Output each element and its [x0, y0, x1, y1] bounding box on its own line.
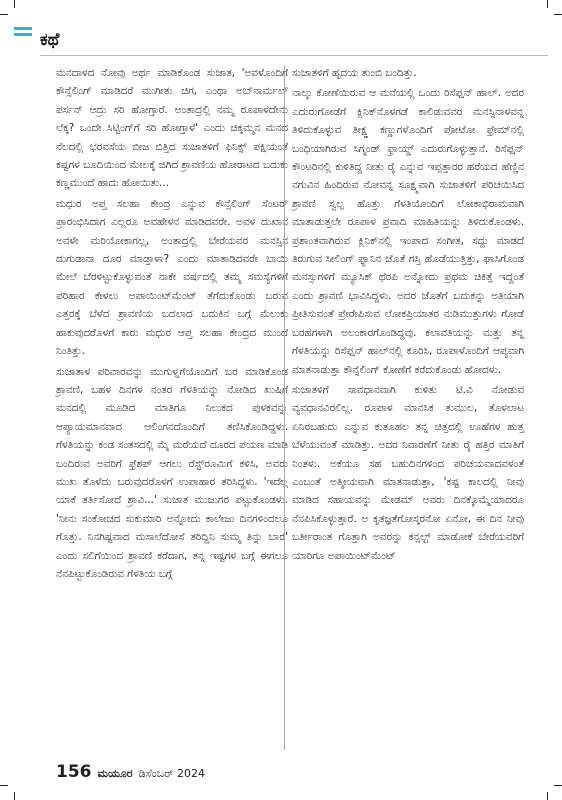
paragraph: ಸುಜಾತಳಿಗೆ ಸಾವಧಾನವಾಗಿ ಕುಳಿತು ಟಿ.ವಿ ನೋಡುವ ವ್ಯವಧಾನವಿರಲಿಲ್ಲ. ರೂಪಾಳ ಮಾನಸಿಕ ತುಮುಲ, ತೊಳಲಾಟ ಏನಿರಬಹುದು ಎನ್ನುವ ಕುತೂಹಲ ತನ್ನ ಚಿತ್ತದಲ್ಲಿ ಊಹೆಗಳ ಹುತ್ತ ಬೆಳೆಯುವಂತೆ ಮಾಡಿತ್ತು. ಅದರ ನಿವಾರಣೆಗೆ ನೀತು ರೈ ಹತ್ತಿರ ಮಾತಿಗೆ ನಿಂತಳು. ಅಕೆಯೂ ಸಹ ಬಹುದಿನಗಳಿಂದ ಪರಿಚಯವಾದವಳಂತೆ ಎಂಬಂತೆ ಅತ್ಮೀಯವಾಗಿ ಮಾತನಾಡುತ್ತಾ, 'ಕಷ್ಟ ಕಾಲದಲ್ಲಿ ನೀವು ಮಾಡಿದ ಸಹಾಯವನ್ನು ಮೇಡಮ್ ಅವರು ದಿನಕ್ಕೊಮ್ಮೆಯಾದರೂ ನೆನಪಿಸಿಕೊಳ್ಳುತ್ತಾರೆ. ಅ ಕೃತಜ್ಞತೆಗೋಸ್ಕರನೋ ಏನೋ, ಈ ದಿನ ನೀವು ಬರ್ತೀರಾಂತ ಗೊತ್ತಾಗಿ ಅವರನ್ನು ಕನ್ಸಲ್ಟ್ ಮಾಡೋಕೆ ಬೇರೆಯವರಿಗೆ ಯಾರಿಗೂ ಅಪಾಯಿಂಟ್‌ಮೆಂಟ್ [292, 383, 524, 562]
section-accent-bar [14, 27, 32, 30]
column-divider [284, 66, 285, 750]
page-footer [56, 762, 205, 784]
paragraph: ಮನದಾಳದ ನೋವು ಅರ್ಥ ಮಾಡಿಕೊಂಡ ಸುಜಾತ, 'ಅವಳೊಂದಿಗೆ ಕೌನ್ಸೆಲಿಂಗ್ ಮಾಡಿದರೆ ಮುಗೀತು ಚಿಗ, ಎಂಥಾ ಅಬ್‌ನಾರ್ಮಲ್ ಪರ್ಸನ್ ಆದ್ರು ಸರಿ ಹೋಗ್ತಾರೆ. ಅಂತಾದ್ರಲ್ಲಿ ನಮ್ಮ ರೂಪಾಳದೇನು ಲೆಕ್ಕ? ಒಂದೇ ಸಿಟ್ಟಿಂಗ್‌ಗೆ ಸರಿ ಹೋಗ್ತಾಳೆ' ಎಂದು ಚಿಕ್ಕಮ್ಮನ ಮನದ ನೆಲದಲ್ಲಿ ಭರವಸೆಯ ಬೀಜ ಬಿತ್ತಿದ ಸುಜಾತಳಿಗೆ ಫಿನಿಕ್ಸ್ ಪಕ್ಷಿಯಂತೆ ಕಷ್ಟಗಳ ಬೂದಿಯಿಂದ ಮೇಲಕ್ಕೆ ಜಿಗಿದ ಶ್ರಾವಣಿಯ ಹೋರಾಟದ ಬದುಕು ಕಣ್ಣಮುಂದೆ ಹಾದು ಹೋಯಿತು... [56, 67, 288, 190]
article-column-right [292, 64, 524, 565]
paragraph: ಸುಜಾತಾಳ ಪರಿವಾರವನ್ನು ಮುಗುಳ್ನಗೆಯೊಂದಿಗೆ ಬರ ಮಾಡಿಕೊಂಡ ಶ್ರಾವಣಿ, ಬಹಳ ದಿನಗಳ ನಂತರ ಗೆಳತಿಯನ್ನು ನೋಡಿದ ಖುಷಿಗೆ ಮನದಲ್ಲಿ ಮೂಡಿದ ಮಾತಿಗೂ ನಿಲುಕದ ಪುಳಕವನ್ನು ಆಪ್ಯಾಯಮಾನವಾದ ಆಲಿಂಗನದೊಂದಿಗೆ ತಣಿಸಿಕೊಂಡಿದ್ದಳು. ಗೆಳತಿಯನ್ನು ಕಂಡ ಸಂತಸದಲ್ಲಿ ಮೈ ಮರೆಯದೆ ದೂರದ ಪಯಣ ಮಾಡಿ ಬಂದಿರುವ ಅವರಿಗೆ ಫ್ರೆಶಪ್ ಆಗಲು ರೆಸ್ಟ್‌ರೂಮಿಗೆ ಕಳಿಸಿ, ಅವರು ಮುಖ ತೊಳೆದು ಬರುವುದರೊಳಗೆ ಉಪಾಹಾರ ತರಿಸಿದ್ದಳು. 'ಇದೆಲ್ಲ ಯಾಕೆ ತರ್ತಿಸೋದೆ ಶ್ರಾವಿ...' ಸುಜಾತ ಮುಜುಗರ ಪಟ್ಟುಕೊಂಡಳು. 'ನೀನು ಸಂಕೋಚದ ಸುಕುಮಾರಿ ಅನ್ನೋದು ಕಾಲೇಜು ದಿನಗಳಿಂದಲೂ ಗೊತ್ತು. ನಿನಗಿಷ್ಟವಾದ ಮಸಾಲೆದೋಸೆ ತರಿದ್ದಿನಿ ಸುಮ್ಮ ತಿನ್ನು ಬಾರೆ' ಎಂದು ಸಲಿಗೆಯಿಂದ ಶ್ರಾವಣಿ ಕರೆದಾಗ, ತನ್ನ ಇಷ್ಟಗಳ ಬಗ್ಗೆ ಈಗಲೂ ನೆನಪಿಟ್ಟುಕೊಂಡಿರುವ ಗೆಳತಿಯ ಬಗ್ಗೆ [56, 365, 288, 580]
page-number: 156 [56, 762, 92, 782]
paragraph: ಮಧುರ ಅಪ್ತ ಸಲಹಾ ಕೇಂದ್ರ ಎನ್ನುವ ಕೌನ್ಸೆಲಿಂಗ್ ಸೆಂಟರ್ ಪ್ರಾರಂಭಿಸಿದಾಗ ಎಲ್ಲರೂ ಅವಹೇಳನ ಮಾಡಿದವರೇ. ಅವಳ ದುಖಾನ ಅವಳೇ ಮರಿಯೋಕಾಗಲ್ಲ, ಅಂತಾದ್ರಲ್ಲಿ ಬೇರೆಯವರ ಮನಸ್ಸಿನ ದುಗುಡಾನಾ ದೂರ ಮಾಡ್ತಾಳಾ? ಎಂದು ಮಾತಾಡಿದವರೇ ಬಾಯಿ ಮೇಲೆ ಬೆರಳಿಟ್ಟುಕೊಳ್ಳುವಂತೆ ನಾಕೇ ವರ್ಷದಲ್ಲಿ ತಮ್ಮ ಸಮಸ್ಯೆಗಳಿಗೆ ಪರಿಹಾರ ಕೇಳಲು ಅಪಾಯಿಂಟ್‌ಮೆಂಟ್ ತೆಗೆದುಕೊಂಡು ಬರುವ ಎತ್ತರಕ್ಕೆ ಬೆಳೆದ ಶ್ರಾವಣಿಯ ಬದಲಾದ ಬದುಕಿನ ಬಗ್ಗೆ ಮೆಲುಕು ಹಾಕುವುದರೊಳಗೆ ಕಾರು ಮಧುರ ಆಪ್ತ ಸಲಹಾ ಕೇಂದ್ರದ ಮುಂದೆ ನಿಂತಿತ್ತು. [56, 197, 288, 358]
crop-mark [554, 785, 562, 786]
crop-mark [14, 0, 15, 8]
crop-mark [547, 0, 548, 8]
paragraph: ಸುಜಾತಳಿಗೆ ಹೃದಯ ತುಂಬಿ ಬಂದಿತ್ತು. [292, 67, 417, 79]
crop-mark [554, 14, 562, 15]
crop-mark [547, 792, 548, 800]
section-accent-bar [14, 33, 32, 36]
crop-mark [0, 14, 8, 15]
section-title: ಕಥೆ [40, 30, 60, 50]
crop-mark [0, 785, 8, 786]
header-rule [40, 55, 548, 56]
paragraph: ನಾಲ್ಕು ಕೋಣೆಯಿರುವ ಆ ಮನೆಯಲ್ಲಿ ಒಂದು ರಿಸೆಪ್ಷನ್ ಹಾಲ್. ಅದರ ಎದುರುಗೋಡೆಗೆ ಕ್ಲಿನಿಕ್‌ನೊಳಗಡೆ ಕಾಲಿಡುವವರ ಮನಸ್ಸಿನಾಳವನ್ನ ತಿಳಿದುಕೊಳ್ಳುವ ತೀಕ್ಷ್ಣ ಕಣ್ಣುಗಳೊಂದಿಗೆ ಪೋಟೋ ಫ್ರೇಮ್‌ನಲ್ಲಿ ಬಂಧಿಯಾಗಿರುವ ಸಿಗ್ಮಂಡ್ ಫ್ರಾಯ್ಡ್ ಎದುರುಗೊಳ್ಳುತ್ತಾನೆ. ರಿಸೆಪ್ಷನ್ ಕೌಂಟರಿನಲ್ಲಿ ಕುಳಿತಿದ್ದ ನೀತು ರೈ ಎನ್ನುವ ಇಪ್ಪತ್ತಾರರ ಹರೆಯದ ಹೆಣ್ಣಿನ ನಗುವಿನ ಹಿಂದಿರುವ ನೋವನ್ನ ಸೂಕ್ಷ್ಮವಾಗಿ ಸುಜಾತಳಿಗೆ ಪರಿಚಯಿಸಿದ ಶ್ರಾವಣಿ ಸ್ವಲ್ಪ ಹೊತ್ತು ಗೆಳತಿಯೊಂದಿಗೆ ಲೋಕಾಭಿರಾಮವಾಗಿ ಮಾತಾಡುತ್ತಲೇ ರೂಪಾಳ ಪ್ರವಾದಿ ಮಾಹಿತಿಯನ್ನು ತಿಳಿದುಕೊಂಡಳು. ಪ್ರಶಾಂತವಾಗಿರುವ ಕ್ಲಿನಿಕ್‌ನಲ್ಲಿ ಇಂಪಾದ ಸಂಗೀತ, ಸದ್ದು ಮಾಡದೆ ತಿರುಗುವ ಸೀಲಿಂಗ್ ಫ್ಯಾನಿನ ಜೊತೆ ಗಸ್ತಿ ಹೊಡೆಯುತ್ತಿತ್ತು, ಘಾಸಿಗೊಂಡ ಮನಸ್ಸುಗಳಿಗೆ ಮ್ಯೂಸಿಕ್ ಥೆರಪಿ ಅನ್ನೋದು ಪ್ರಥಮ ಚಿಕಿತ್ಸೆ ಇದ್ದಂತೆ ಎಂದು ಶ್ರಾವಣಿ ಭಾವಿಸಿದ್ದಳು. ಅದರ ಜೊತೆಗೆ ಬದುಕನ್ನು ಅತಿಯಾಗಿ ಪ್ರೀತಿಸುವಂತೆ ಪ್ರೇರೇಪಿಸುವ ಲೋಕಪ್ರಿಯಾತರ ನುಡಿಮುತ್ತುಗಳು ಗೋಡೆ ಬರಹಗಳಾಗಿ ಅಲಂಕಾರಗೊಂಡಿದ್ದವು. ಕಲಾವತಿಯನ್ನು ಮತ್ತು ತನ್ನ ಗೆಳತಿಯನ್ನು ರಿಸೆಪ್ಷನ್ ಹಾಲ್‌ನಲ್ಲಿ ಕೂರಿಸಿ, ರೂಪಾಳೊಂದಿಗೆ ಆಪ್ಯವಾಗಿ ಮಾತನಾಡುತ್ತಾ ಕೌನ್ಸೆಲಿಂಗ್ ಕೋಣೆಗೆ ಕರೆದುಕೊಂಡು ಹೋದಳು. [292, 87, 524, 376]
magazine-brand: ಮಯೂರ [97, 767, 133, 780]
article-column-left [56, 64, 288, 583]
crop-mark [14, 792, 15, 800]
issue-date: ಡಿಸೆಂಬರ್ 2024 [138, 767, 205, 780]
